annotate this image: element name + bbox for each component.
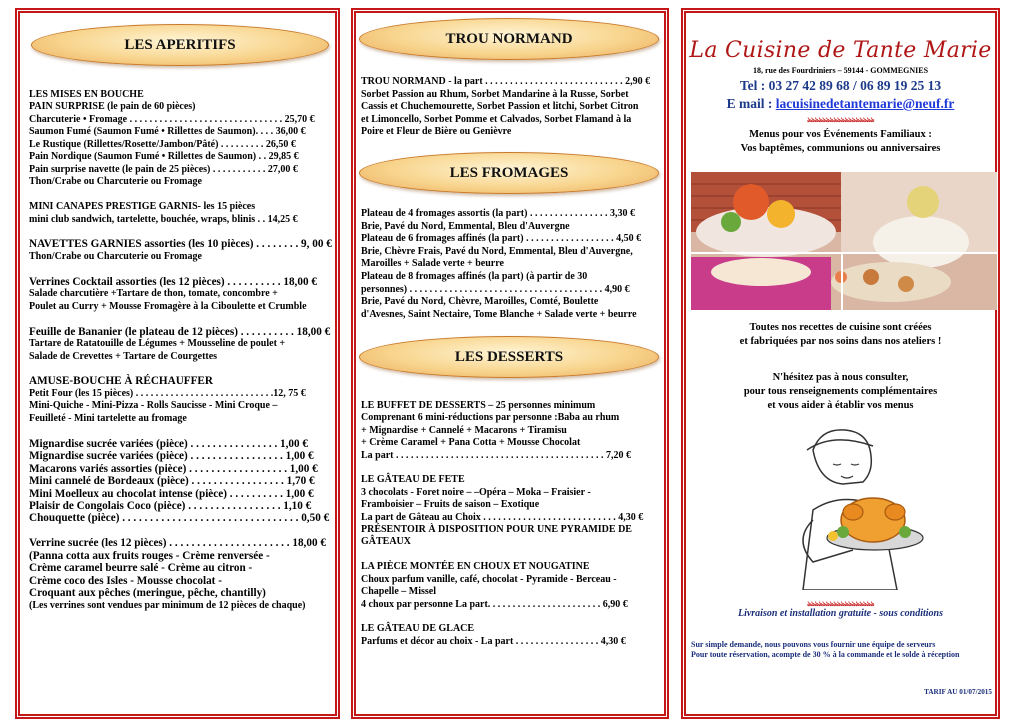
menu-line: Maroilles + Salade verte + beurre <box>361 258 504 270</box>
email-link[interactable]: lacuisinedetantemarie@neuf.fr <box>775 96 955 111</box>
menu-line: Chouquette (pièce) . . . . . . . . . . . . . . . . . . . . . . . . . . . . . . . . 0,50 € <box>29 512 330 525</box>
ornament-divider: ঌঌঌঌঌঌঌঌঌঌঌঌঌঌঌঌঌঌ <box>807 116 874 124</box>
menu-line: Mignardise sucrée variées (pièce) . . . . . . . . . . . . . . . . . 1,00 € <box>29 450 314 463</box>
menu-line: Salade charcutière +Tartare de thon, tomate, concombre + <box>29 288 278 300</box>
recettes-line-2: et fabriquées par nos soins dans nos ateliers ! <box>739 336 942 347</box>
menu-line: Feuille de Bananier (le plateau de 12 pièces) . . . . . . . . . . 18,00 € <box>29 325 331 338</box>
menu-line <box>29 525 332 537</box>
menu-line: Petit Four (les 15 pièces) . . . . . . . . . . . . . . . . . . . . . . . . . . . .12, 75 € <box>29 387 306 399</box>
menu-line: Verrine sucrée (les 12 pièces) . . . . . . . . . . . . . . . . . . . . . . 18,00 € <box>29 537 326 550</box>
menu-line: et Limoncello, Sorbet Pomme et Calvados, Sorbet Flamand à la <box>361 113 632 125</box>
service-note-1: Sur simple demande, nous pouvons vous fournir une équipe de serveurs <box>691 640 936 649</box>
tariff-date: TARIF AU 01/07/2015 <box>924 688 992 696</box>
menu-line: La part de Gâteau au Choix . . . . . . . . . . . . . . . . . . . . . . . . . . . 4,30 € <box>361 511 644 523</box>
menu-line: (Les verrines sont vendues par minimum de 12 pièces de chaque) <box>29 599 306 611</box>
consult-text <box>683 371 998 413</box>
menu-line: mini club sandwich, tartelette, bouchée, wraps, blinis . . 14,25 € <box>29 213 298 225</box>
menu-line: PRÉSENTOIR À DISPOSITION POUR UNE PYRAMIDE DE <box>361 524 632 536</box>
recettes-line-1: Toutes nos recettes de cuisine sont créées <box>749 322 932 333</box>
menu-line: Charcuterie • Fromage . . . . . . . . . . . . . . . . . . . . . . . . . . . . . . . 25,70 € <box>29 113 315 125</box>
menu-line: Plateau de 8 fromages affinés (la part) (à partir de 30 <box>361 270 588 282</box>
menu-line: LE GÂTEAU DE GLACE <box>361 623 475 635</box>
menu-line: LA PIÈCE MONTÉE EN CHOUX ET NOUGATINE <box>361 561 590 573</box>
menu-line: Macarons variés assorties (pièce) . . . . . . . . . . . . . . . . . . 1,00 € <box>29 462 318 475</box>
trou-normand-list <box>361 76 650 139</box>
menu-line: Poire et Fleur de Bière ou Genièvre <box>361 126 512 138</box>
panel-trou-fromages-desserts <box>351 8 669 719</box>
menu-line: La part . . . . . . . . . . . . . . . . . . . . . . . . . . . . . . . . . . . . . . . . . . 7,20 € <box>361 449 631 461</box>
menu-line: NAVETTES GARNIES assorties (les 10 pièces) . . . . . . . . 9, 00 € <box>29 238 332 251</box>
menu-line <box>361 549 643 561</box>
menu-line: Pain Nordique (Saumon Fumé • Rillettes de Saumon) . . 29,85 € <box>29 151 299 163</box>
panel-aperitifs <box>15 8 340 719</box>
buffet-photo <box>691 172 997 310</box>
menu-line <box>29 226 332 238</box>
menu-line <box>29 189 332 201</box>
menu-line: Cassis et Chuchemourette, Sorbet Passion et litchi, Sorbet Citron <box>361 101 639 113</box>
email-line <box>683 96 998 112</box>
menu-line: Tartare de Ratatouille de Légumes + Mousseline de poulet + <box>29 338 286 350</box>
menu-line: AMUSE-BOUCHE À RÉCHAUFFER <box>29 375 213 388</box>
menu-line: Crème caramel beurre salé - Crème au citron - <box>29 562 253 575</box>
menu-line: Salade de Crevettes + Tartare de Courgettes <box>29 350 218 362</box>
menu-line: TROU NORMAND - la part . . . . . . . . . . . . . . . . . . . . . . . . . . . . 2,90 € <box>361 76 651 87</box>
fromages-heading: LES FROMAGES <box>359 152 659 194</box>
menu-line: Poulet au Curry + Mousse Fromagère à la Ciboulette et Crumble <box>29 300 307 312</box>
consult-line-1: N'hésitez pas à nous consulter, <box>772 372 909 383</box>
menu-line: Mini cannelé de Bordeaux (pièce) . . . . . . . . . . . . . . . . . 1,70 € <box>29 475 315 488</box>
menu-line: PAIN SURPRISE (le pain de 60 pièces) <box>29 101 196 113</box>
menu-line: 4 choux par personne La part. . . . . . . . . . . . . . . . . . . . . . . 6,90 € <box>361 598 628 610</box>
menu-line: Mini Moelleux au chocolat intense (pièce) . . . . . . . . . . 1,00 € <box>29 487 314 500</box>
menu-line: Verrines Cocktail assorties (les 12 pièces) . . . . . . . . . . 18,00 € <box>29 275 317 288</box>
menu-line: Plaisir de Congolais Coco (pièce) . . . . . . . . . . . . . . . . . 1,10 € <box>29 499 312 512</box>
menu-line <box>29 313 332 325</box>
consult-line-3: et vous aider à établir vos menus <box>767 400 914 411</box>
menu-line: Pain surprise navette (le pain de 25 pièces) . . . . . . . . . . . 27,00 € <box>29 163 298 175</box>
menu-line: Thon/Crabe ou Charcuterie ou Fromage <box>29 176 202 188</box>
menu-line: LES MISES EN BOUCHE <box>29 89 144 100</box>
aperitifs-list <box>29 89 332 612</box>
menu-line: Croquant aux pêches (meringue, pêche, chantilly) <box>29 587 266 600</box>
menu-line: d'Avesnes, Saint Nectaire, Tome Blanche + Salade verte + beurre <box>361 308 637 320</box>
menu-line: MINI CANAPES PRESTIGE GARNIS- les 15 pièces <box>29 201 256 213</box>
menu-line: Saumon Fumé (Saumon Fumé • Rillettes de Saumon). . . . 36,00 € <box>29 126 306 138</box>
menu-line: Mini-Quiche - Mini-Pizza - Rolls Saucisse - Mini Croque – <box>29 400 278 412</box>
menu-line: Parfums et décor au choix - La part . . . . . . . . . . . . . . . . . 4,30 € <box>361 635 626 647</box>
fromages-list <box>361 208 641 321</box>
chef-illustration <box>773 420 933 590</box>
menu-line: Choux parfum vanille, café, chocolat - Pyramide - Berceau - <box>361 573 617 585</box>
service-note-2: Pour toute réservation, acompte de 30 % à la commande et le solde à réception <box>691 650 960 659</box>
service-notes <box>691 640 991 660</box>
menus-line-2: Vos baptêmes, communions ou anniversaires <box>740 143 941 154</box>
menu-line: Comprenant 6 mini-réductions par personne :Baba au rhum <box>361 412 620 424</box>
delivery-note: Livraison et installation gratuite - sous conditions <box>737 608 944 619</box>
desserts-list <box>361 400 643 648</box>
recettes-text <box>683 321 998 349</box>
menu-line: Plateau de 4 fromages assortis (la part) . . . . . . . . . . . . . . . . 3,30 € <box>361 208 635 219</box>
consult-line-2: pour tous renseignements complémentaires <box>743 386 938 397</box>
desserts-heading: LES DESSERTS <box>359 336 659 378</box>
menus-line-1: Menus pour vos Événements Familiaux : <box>749 129 932 140</box>
menu-line: Framboisier – Fruits de saison – Exotique <box>361 499 540 511</box>
menu-line: LE GÂTEAU DE FETE <box>361 474 465 486</box>
menu-line: LE BUFFET DE DESSERTS – 25 personnes minimum <box>361 400 596 411</box>
menu-line <box>29 425 332 437</box>
menu-line: Feuilleté - Mini tartelette au fromage <box>29 412 187 424</box>
trou-normand-heading: TROU NORMAND <box>359 18 659 60</box>
email-label: E mail : <box>726 96 776 111</box>
menu-line: + Mignardise + Cannelé + Macarons + Tiramisu <box>361 424 567 436</box>
menu-line: Crème coco des Isles - Mousse chocolat - <box>29 574 222 587</box>
menu-line: Thon/Crabe ou Charcuterie ou Fromage <box>29 250 202 262</box>
menu-line: Brie, Pavé du Nord, Emmental, Bleu d'Auvergne <box>361 220 570 232</box>
menu-line <box>29 263 332 275</box>
menu-line: (Panna cotta aux fruits rouges - Crème renversée - <box>29 549 270 562</box>
menu-line <box>29 363 332 375</box>
menu-line: + Crème Caramel + Pana Cotta + Mousse Chocolat <box>361 437 581 449</box>
menu-line: Sorbet Passion au Rhum, Sorbet Mandarine à la Russe, Sorbet <box>361 88 629 100</box>
menu-line <box>361 611 643 623</box>
menu-line: Le Rustique (Rillettes/Rosette/Jambon/Pâté) . . . . . . . . . 26,50 € <box>29 138 296 150</box>
panel-contact <box>681 8 1000 719</box>
menu-line: personnes) . . . . . . . . . . . . . . . . . . . . . . . . . . . . . . . . . . . . . . . 4,90 € <box>361 283 630 295</box>
address: 18, rue des Fourdriniers – 59144 - GOMMEGNIES <box>752 66 929 75</box>
menu-line: 3 chocolats - Foret noire – –Opéra – Moka – Fraisier - <box>361 486 591 498</box>
menu-line: GÂTEAUX <box>361 536 412 548</box>
menus-text <box>683 128 998 156</box>
menu-line <box>361 462 643 474</box>
phone-numbers: Tel : 03 27 42 89 68 / 06 89 19 25 13 <box>739 78 942 93</box>
menu-line: Brie, Pavé du Nord, Chèvre, Maroilles, Comté, Boulette <box>361 296 599 308</box>
menu-line: Brie, Chèvre Frais, Pavé du Nord, Emmental, Bleu d'Auvergne, <box>361 245 633 257</box>
business-name: La Cuisine de Tante Marie <box>689 38 992 63</box>
menu-line: Plateau de 6 fromages affinés (la part) . . . . . . . . . . . . . . . . . . 4,50 € <box>361 233 642 245</box>
aperitifs-heading: LES APERITIFS <box>31 24 329 66</box>
menu-line: Chapelle – Missel <box>361 586 436 598</box>
menu-line: Mignardise sucrée variées (pièce) . . . . . . . . . . . . . . . . 1,00 € <box>29 437 309 450</box>
ornament-divider-2: ঌঌঌঌঌঌঌঌঌঌঌঌঌঌঌঌঌঌ <box>807 600 874 608</box>
